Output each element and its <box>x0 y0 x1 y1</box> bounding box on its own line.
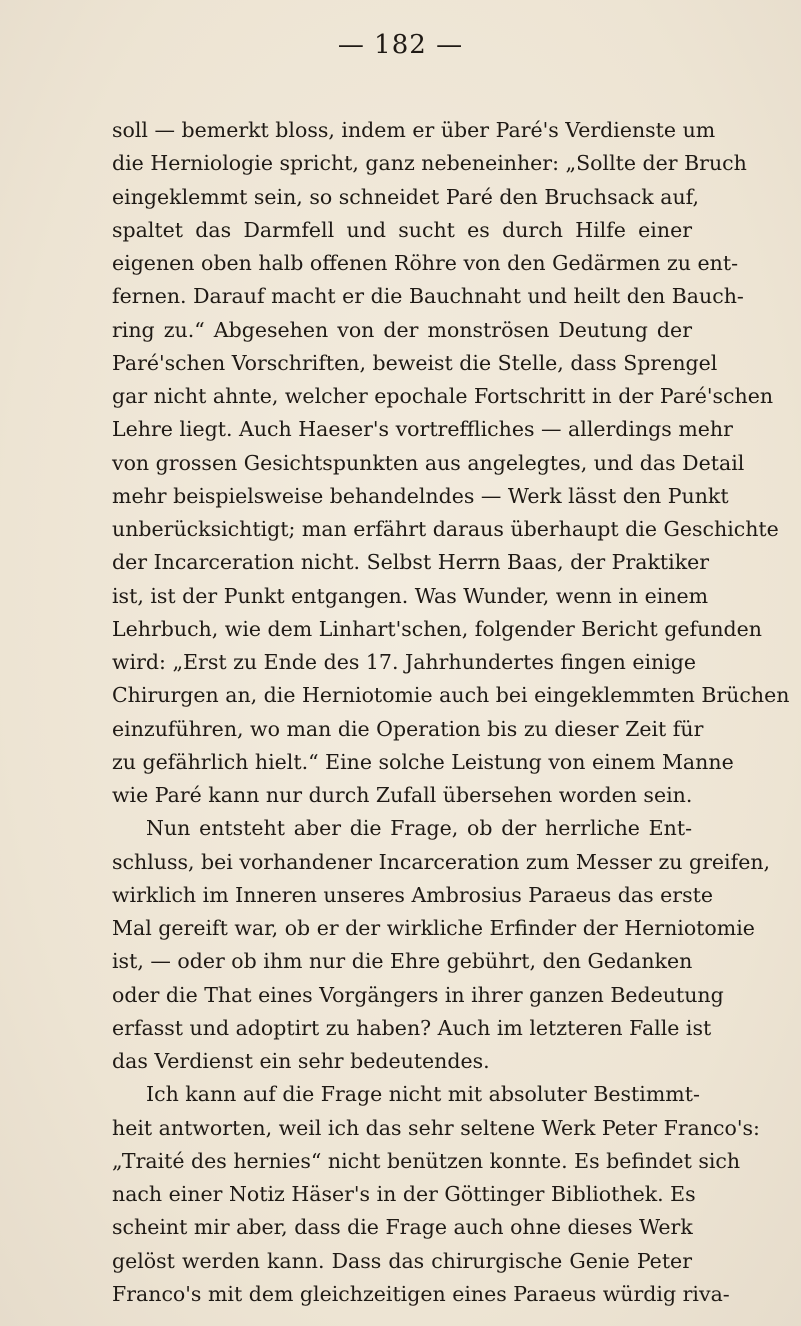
text-line: schluss, bei vorhandener Incarceration zum Messer zu greifen, <box>112 849 771 874</box>
text-line: eingeklemmt sein, so schneidet Paré den Bruchsack auf, <box>112 184 700 209</box>
text-line: nach einer Notiz Häser's in der Göttinger Bibliothek. Es <box>112 1182 696 1206</box>
text-line: zu gefährlich hielt.“ Eine solche Leistung von einem Manne <box>112 749 734 774</box>
text-line: „Traité des hernies“ nicht benützen konnte. Es befindet sich <box>112 1148 741 1173</box>
text-line: der Incarceration nicht. Selbst Herrn Baas, der Praktiker <box>112 550 710 575</box>
text-line: wird: „Erst zu Ende des 17. Jahrhundertes fingen einige <box>112 650 697 674</box>
text-line: Nun entsteht aber die Frage, ob der herrliche Ent- <box>146 816 692 841</box>
text-line: Paré'schen Vorschriften, beweist die Stelle, dass Sprengel <box>112 350 718 375</box>
text-line: Franco's mit dem gleichzeitigen eines Paraeus würdig riva- <box>112 1281 730 1306</box>
text-line: gar nicht ahnte, welcher epochale Fortschritt in der Paré'schen <box>112 384 774 408</box>
text-line: Mal gereift war, ob er der wirkliche Erfinder der Herniotomie <box>112 916 755 940</box>
page-number-header: — 182 — <box>337 30 464 60</box>
text-line: Ich kann auf die Frage nicht mit absoluter Bestimmt- <box>146 1082 700 1107</box>
text-line: von grossen Gesichtspunkten aus angelegtes, und das Detail <box>112 450 745 475</box>
text-line: heit antworten, weil ich das sehr seltene Werk Peter Franco's: <box>112 1115 760 1140</box>
text-line: oder die That eines Vorgängers in ihrer ganzen Bedeutung <box>112 982 724 1007</box>
text-line: einzuführen, wo man die Operation bis zu dieser Zeit für <box>112 716 704 741</box>
text-line: ring zu.“ Abgesehen von der monströsen Deutung der <box>112 317 692 342</box>
body-text <box>112 114 790 1311</box>
text-line: ist, ist der Punkt entgangen. Was Wunder, wenn in einem <box>112 583 709 608</box>
text-line: die Herniologie spricht, ganz nebeneinher: „Sollte der Bruch <box>112 151 747 176</box>
text-line: Lehre liegt. Auch Haeser's vortreffliches — allerdings mehr <box>112 417 733 442</box>
text-line: erfasst und adoptirt zu haben? Auch im letzteren Falle ist <box>112 1015 712 1040</box>
text-line: mehr beispielsweise behandelndes — Werk lässt den Punkt <box>112 483 729 508</box>
text-line: das Verdienst ein sehr bedeutendes. <box>112 1049 490 1073</box>
text-line: scheint mir aber, dass die Frage auch ohne dieses Werk <box>112 1215 693 1240</box>
text-line: unberücksichtigt; man erfährt daraus überhaupt die Geschichte <box>112 517 779 541</box>
text-line: spaltet das Darmfell und sucht es durch Hilfe einer <box>112 217 692 242</box>
text-line: Chirurgen an, die Herniotomie auch bei eingeklemmten Brüchen <box>112 683 790 708</box>
text-line: gelöst werden kann. Dass das chirurgische Genie Peter <box>112 1248 692 1273</box>
text-line: soll — bemerkt bloss, indem er über Paré's Verdienste um <box>112 118 716 142</box>
text-line: wie Paré kann nur durch Zufall übersehen worden sein. <box>112 783 693 807</box>
text-line: fernen. Darauf macht er die Bauchnaht und heilt den Bauch- <box>112 284 744 309</box>
text-line: Lehrbuch, wie dem Linhart'schen, folgender Bericht gefunden <box>112 616 763 641</box>
text-line: ist, — oder ob ihm nur die Ehre gebührt, den Gedanken <box>112 949 693 974</box>
text-line: eigenen oben halb offenen Röhre von den Gedärmen zu ent- <box>112 251 739 275</box>
text-line: wirklich im Inneren unseres Ambrosius Paraeus das erste <box>112 882 713 907</box>
